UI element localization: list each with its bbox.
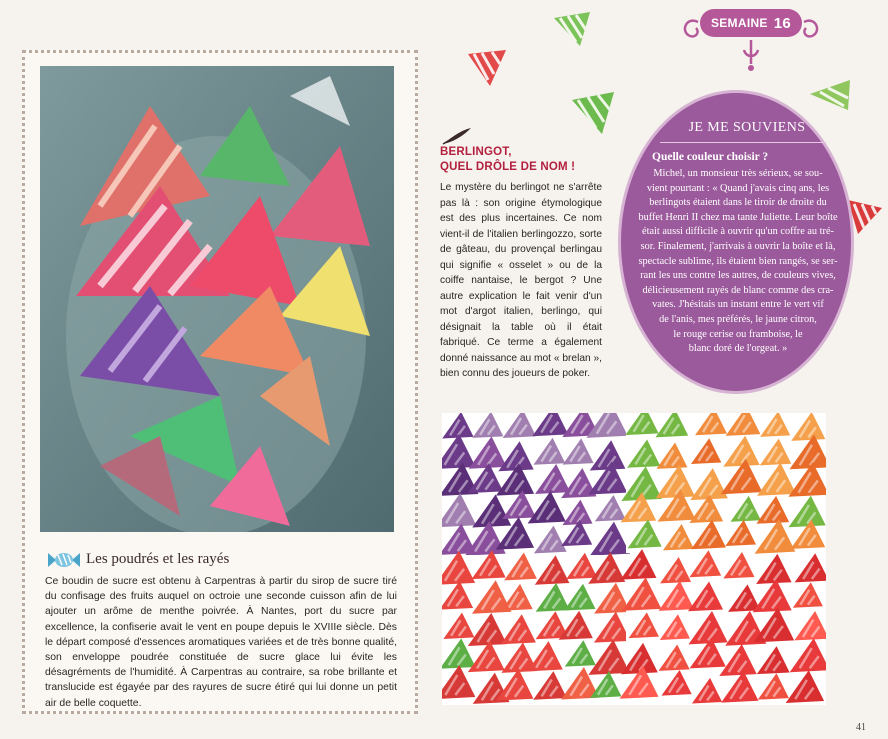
powdered-section-header — [46, 549, 386, 571]
page-number: 41 — [856, 722, 866, 733]
candy-green-icon — [568, 88, 620, 138]
berlingot-heading-line1: BERLINGOT, — [440, 146, 512, 158]
candy-color-grid-photo — [442, 413, 826, 705]
candy-red-icon — [466, 46, 510, 90]
memory-quote-line: délicieusement rayés de blanc comme des cra- — [642, 284, 834, 296]
week-label: SEMAINE — [710, 16, 768, 30]
memory-quote-line: blanc doré de l'orgeat. » — [688, 343, 788, 355]
memory-question: Quelle couleur choisir ? — [652, 151, 769, 163]
memory-quote-line: sor. Finalement, j'arrivais à ouvrir la boîte et là, — [640, 240, 836, 252]
memory-quote — [626, 167, 850, 357]
berlingot-body: Le mystère du berlingot ne s'arrête pas là : son origine étymologique est des plus incertaines. Ce nom vient-il de l'italien berlingozzo, sorte de gâteau, du provençal berlingau qui signifie « osselet » ou de la coiffe nantaise, le bergot ? Une autre explication le fait venir d'un mot d'argot italien, berlingo, qui désignait la table où il était fabriqué. Ce terme a également donné naissance au mot « brelan », bien connu des joueurs de poker. — [440, 182, 602, 379]
memory-quote-line: vient pourtant : « Quand j'avais cinq ans, les — [646, 182, 830, 194]
berlingot-heading — [440, 145, 620, 175]
memory-quote-line: Michel, un monsieur très sérieux, se sou- — [653, 168, 823, 179]
memory-divider — [660, 142, 826, 143]
candy-green-icon — [550, 8, 598, 50]
badge-ornament-icon — [676, 6, 826, 76]
wrapped-candy-icon — [46, 549, 82, 571]
memory-quote-line: vates. J'hésitais un instant entre le vert vif — [652, 299, 824, 311]
candy-jar-photo — [40, 66, 394, 532]
memory-quote-line: de l'anis, mes préférés, le jaune citron, — [659, 313, 817, 325]
memory-quote-line: spectacle sublime, ils étaient bien rangés, se ser- — [638, 255, 838, 267]
powdered-section-title: Les poudrés et les rayés — [86, 551, 230, 567]
memory-quote-line: rant les uns contre les autres, de couleurs vives, — [640, 270, 836, 282]
powdered-section-body: Ce boudin de sucre est obtenu à Carpentras à partir du sirop de sucre tiré du confisage des fruits auquel on octroie une seconde cuisson afin de lui ajouter un arôme de menthe poivrée. À Nantes, port du sucre par excellence, la confiserie avait le vent en poupe depuis le XVIIIe siècle. Dès le départ composé d'essences aromatiques variées et de très bonne qualité, son enveloppe poudrée constituée de sucre glace lui évite les désagréments de l'humidité. À Carpentras au contraire, sa robe brillante et translucide est égayée par des rayures de sucre étiré qui lui donne un petit air de belle coquette. — [45, 576, 397, 709]
memory-quote-line: buffet Henri II chez ma tante Juliette. Leur boîte — [638, 211, 838, 223]
memory-quote-line: berlingots étaient dans le tiroir de droite du — [649, 197, 827, 209]
quill-pen-icon — [441, 126, 473, 146]
memory-quote-line: le rouge cerise ou framboise, le — [673, 328, 803, 340]
week-number: 16 — [773, 14, 792, 32]
memory-title: JE ME SOUVIENS — [688, 120, 806, 135]
berlingot-heading-line2: QUEL DRÔLE DE NOM ! — [440, 161, 576, 173]
candy-green-icon — [808, 78, 854, 112]
memory-quote-line: était aussi difficile à ouvrir qu'un coffre au tré- — [642, 226, 834, 238]
